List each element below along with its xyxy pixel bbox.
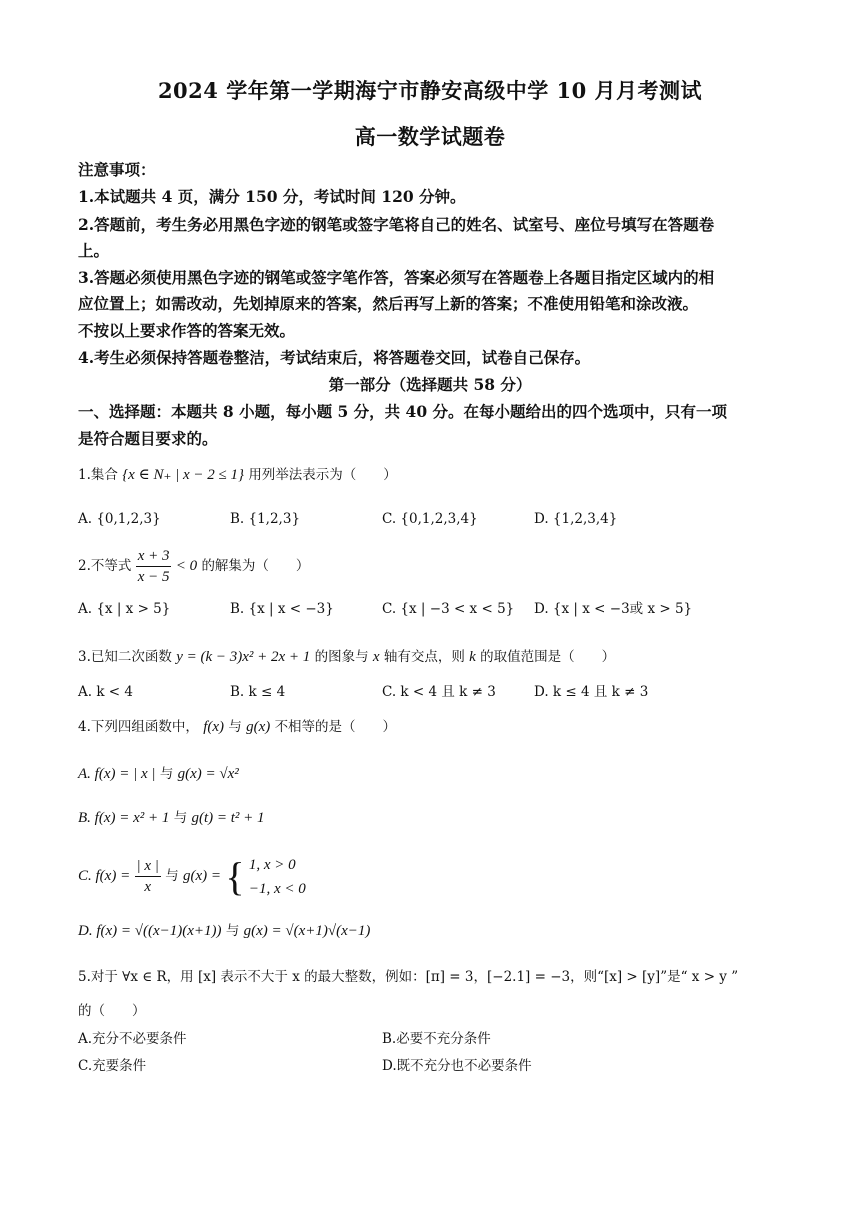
notice-item-3-line-1: 3.答题必须使用黑色字迹的钢笔或签字笔作答，答案必须写在答题卷上各题目指定区域内的相 [78, 268, 715, 287]
question-3-var-k: k [469, 649, 476, 665]
question-4-option-c-denominator: x [144, 879, 152, 895]
question-4-option-a-right: g(x) = √x² [177, 766, 239, 782]
question-4-option-c-and: 与 [165, 868, 179, 884]
question-1-option-a: A. {0,1,2,3} [78, 511, 161, 527]
question-3-var-x: x [372, 649, 380, 665]
question-4-option-d [78, 920, 370, 942]
exam-title: 2024 学年第一学期海宁市静安高级中学 10 月月考测试 [157, 78, 703, 103]
question-5-option-a: A.充分不必要条件 [78, 1031, 187, 1047]
question-2-prefix: 2.不等式 [78, 558, 132, 574]
piecewise-brace-icon: { [225, 853, 245, 899]
question-3-option-b: B. k ≤ 4 [230, 684, 286, 700]
question-3-mid-2: 轴有交点，则 [383, 649, 465, 665]
notice-item-1: 1.本试题共 4 页，满分 150 分，考试时间 120 分钟。 [78, 187, 466, 206]
question-1-option-c: C. {0,1,2,3,4} [382, 511, 478, 527]
notice-item-4: 4.考生必须保持答题卷整洁，考试结束后，将答题卷交回，试卷自己保存。 [78, 348, 591, 367]
question-2-fraction [136, 546, 172, 587]
question-4-option-c-numerator: | x | [135, 856, 161, 877]
question-1-option-b: B. {1,2,3} [230, 511, 301, 527]
question-4 [78, 716, 788, 738]
question-4-option-c [78, 850, 306, 902]
question-5-line-1: 5.对于 ∀x ∈ R，用 [x] 表示不大于 x 的最大整数，例如：[π] = 3，[−2.1] = −3，则“[x] > [y]”是“ x > y ” [78, 969, 739, 985]
question-2-fraction-denominator: x − 5 [137, 569, 170, 585]
exam-subtitle: 高一数学试题卷 [354, 124, 506, 149]
notice-item-2-line-2: 上。 [78, 241, 110, 260]
notice-item-2-line-1: 2.答题前，考生务必用黑色字迹的钢笔或签字笔将自己的姓名、试室号、座位号填写在答题卷 [78, 215, 715, 234]
question-3-option-c: C. k < 4 且 k ≠ 3 [382, 684, 496, 700]
question-1-set: {x ∈ N₊ | x − 2 ≤ 1} [122, 467, 245, 483]
question-1 [78, 464, 788, 486]
question-4-option-c-g: g(x) = [183, 868, 222, 884]
question-2-option-b: B. {x | x < −3} [230, 601, 334, 617]
question-3-expression: y = (k − 3)x² + 2x + 1 [176, 649, 311, 665]
question-2 [78, 544, 788, 588]
question-4-prefix: 4.下列四组函数中， [78, 719, 199, 735]
question-1-prefix: 1.集合 [78, 467, 118, 483]
question-2-option-c: C. {x | −3 < x < 5} [382, 601, 515, 617]
question-3-prefix: 3.已知二次函数 [78, 649, 172, 665]
question-3-option-d: D. k ≤ 4 且 k ≠ 3 [534, 684, 649, 700]
question-2-option-d: D. {x | x < −3或 x > 5} [534, 601, 693, 617]
question-5-line-2: 的（ ） [78, 1003, 146, 1019]
question-4-option-d-right: g(x) = √(x+1)√(x−1) [243, 923, 371, 939]
question-5-option-d: D.既不充分也不必要条件 [382, 1058, 532, 1074]
question-5-option-b: B.必要不充分条件 [382, 1031, 491, 1047]
question-4-option-c-case-1: 1, x > 0 [248, 856, 296, 873]
question-4-option-b-right: g(t) = t² + 1 [191, 810, 265, 826]
question-3-option-a: A. k < 4 [78, 684, 133, 700]
question-4-option-c-fraction [135, 856, 161, 897]
question-4-option-c-case-2: −1, x < 0 [248, 880, 306, 897]
question-4-option-b-and: 与 [173, 810, 188, 826]
question-4-mid: 与 [228, 719, 242, 735]
question-4-option-d-and: 与 [225, 923, 240, 939]
question-4-g: g(x) [246, 719, 271, 735]
question-3-suffix: 的取值范围是（ ） [480, 649, 616, 665]
question-4-option-d-left: D. f(x) = √((x−1)(x+1)) [78, 923, 222, 939]
question-4-option-a-left: A. f(x) = | x | [78, 766, 156, 782]
question-1-option-d: D. {1,2,3,4} [534, 511, 618, 527]
question-4-option-b-left: B. f(x) = x² + 1 [78, 810, 170, 826]
notice-heading: 注意事项： [78, 160, 156, 179]
question-2-relation: < 0 [175, 558, 198, 574]
question-4-f: f(x) [203, 719, 225, 735]
part-1-heading: 第一部分（选择题共 58 分） [328, 375, 532, 394]
question-4-option-a-and: 与 [159, 766, 174, 782]
question-2-option-a: A. {x | x > 5} [78, 601, 171, 617]
question-3-mid: 的图象与 [314, 649, 369, 665]
question-1-suffix: 用列举法表示为（ ） [248, 467, 397, 483]
question-4-option-a [78, 763, 239, 785]
notice-item-3-line-2: 应位置上；如需改动，先划掉原来的答案，然后再写上新的答案；不准使用铅笔和涂改液。 [78, 294, 699, 313]
question-2-fraction-numerator: x + 3 [136, 546, 172, 567]
question-2-suffix: 的解集为（ ） [201, 558, 310, 574]
question-3 [78, 646, 788, 668]
question-4-option-c-cases [249, 853, 306, 901]
notice-item-3-line-3: 不按以上要求作答的答案无效。 [78, 321, 296, 340]
question-5-option-c: C.充要条件 [78, 1058, 147, 1074]
section-1-instructions-line-2: 是符合题目要求的。 [78, 429, 218, 448]
question-4-option-b [78, 807, 265, 829]
question-4-option-c-label: C. f(x) = [78, 868, 131, 884]
question-4-suffix: 不相等的是（ ） [274, 719, 397, 735]
section-1-instructions-line-1: 一、选择题：本题共 8 小题，每小题 5 分，共 40 分。在每小题给出的四个选项中，只有一项 [78, 402, 728, 421]
